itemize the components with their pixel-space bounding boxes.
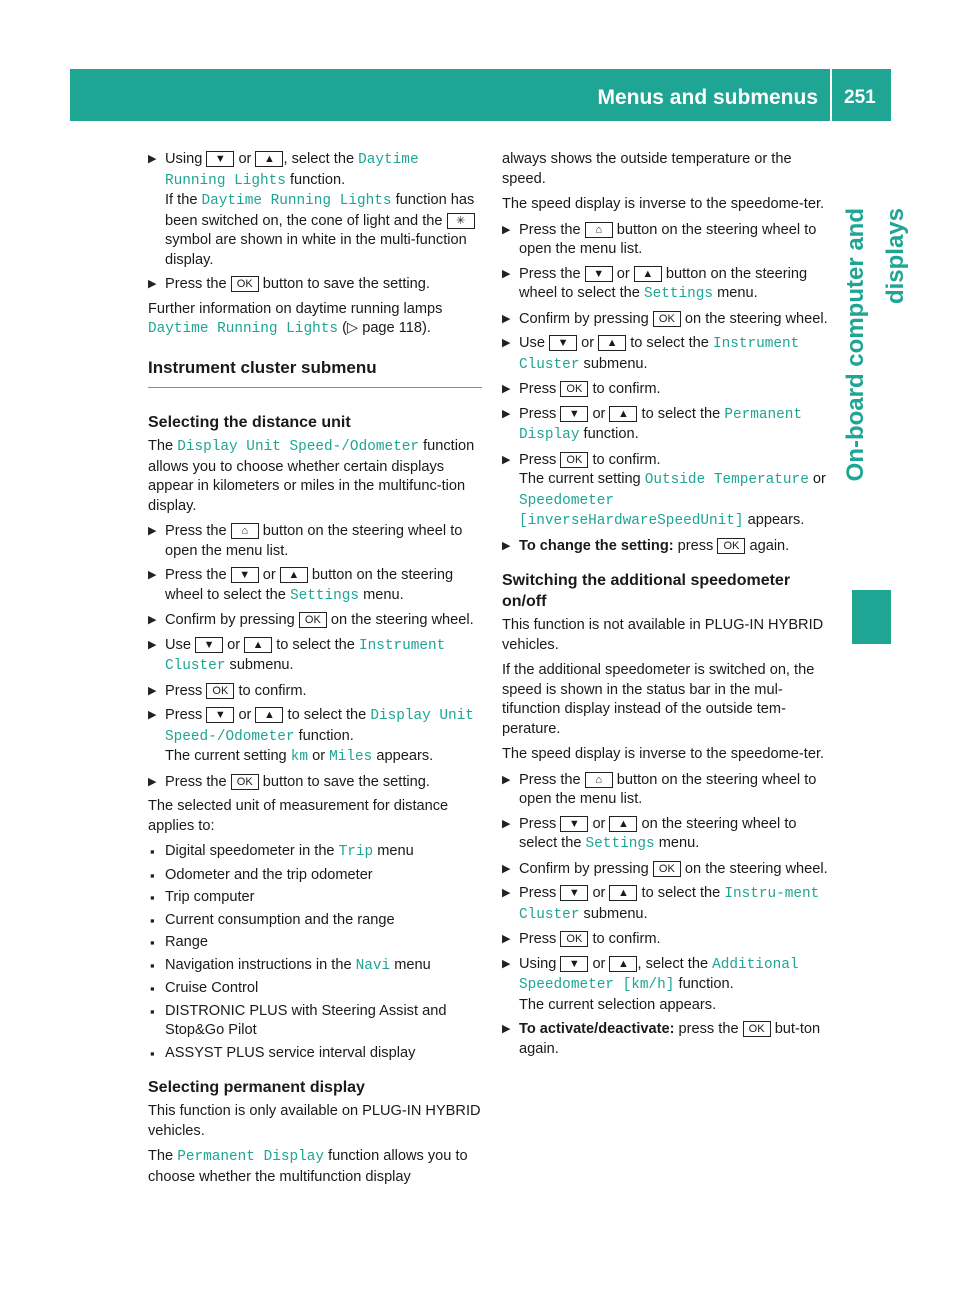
ok-key-icon: OK (206, 683, 234, 699)
step: ▶ To change the setting: press OK again. (502, 537, 836, 557)
step: ▶ Press OK to confirm. (502, 380, 836, 400)
down-key-icon: ▼ (560, 816, 588, 832)
ok-key-icon: OK (299, 612, 327, 628)
paragraph: Further information on daytime running lamps Daytime Running Lights (▷ page 118). (148, 300, 443, 337)
list-item: ▪ DISTRONIC PLUS with Steering Assist and Stop&Go Pilot (148, 1002, 482, 1041)
step: ▶ Press the ▼ or ▲ button on the steering wheel to select the Settings menu. (148, 566, 482, 606)
up-key-icon: ▲ (609, 406, 637, 422)
step: ▶ Press ▼ or ▲ to select the Display Unit Speed-/Odometer function. The current setting km or Miles appears. (148, 706, 482, 768)
list-item: ▪ Digital speedometer in the Trip menu (148, 842, 482, 863)
menu-term: Display Unit Speed-/Odometer (177, 439, 420, 455)
side-tab-block (852, 590, 891, 644)
menu-term: Daytime Running Lights (148, 321, 338, 337)
menu-term: Display Unit Speed-/Odometer (165, 708, 474, 745)
up-key-icon: ▲ (634, 266, 662, 282)
menu-term: Settings (289, 587, 360, 604)
menu-term: Outside Temperature (644, 472, 809, 488)
menu-term: Settings (643, 286, 714, 302)
down-key-icon: ▼ (585, 266, 613, 282)
down-key-icon: ▼ (560, 406, 588, 422)
menu-term: Trip (338, 844, 374, 860)
down-key-icon: ▼ (195, 637, 223, 653)
subsection-heading: Switching the additional speedometer on/off (502, 572, 791, 610)
list-item: ▪ Range (148, 933, 482, 953)
paragraph: The selected unit of measurement for distance applies to: (148, 798, 449, 834)
side-chapter-tab: On-board computer and displays (842, 208, 909, 482)
step: ▶ Press the ⌂ button on the steering wheel to open the menu list. (148, 522, 482, 561)
light-symbol-icon: ✳ (447, 213, 475, 229)
list-item: ▪ Navigation instructions in the Navi menu (148, 956, 482, 977)
paragraph: The speed display is inverse to the speedome-ter. (502, 746, 825, 762)
menu-term: Settings (585, 836, 655, 852)
step: ▶ Using ▼ or ▲ , select the Additional Speedometer [km/h] function. The current selection appears. (502, 955, 836, 1016)
home-key-icon: ⌂ (231, 523, 259, 539)
subsection-heading: Selecting the distance unit (148, 414, 351, 431)
step: ▶ Press the ⌂ button on the steering wheel to open the menu list. (502, 221, 836, 260)
menu-term: Instrument Cluster (519, 336, 800, 373)
page-section-title: Menus and submenus (597, 86, 818, 109)
ok-key-icon: OK (231, 774, 259, 790)
step: ▶ To activate/deactivate: press the OK but-ton again. (502, 1020, 836, 1059)
section-rule (148, 387, 482, 388)
ok-key-icon: OK (653, 311, 681, 327)
home-key-icon: ⌂ (585, 222, 613, 238)
ok-key-icon: OK (717, 538, 745, 554)
page-number: 251 (844, 87, 876, 108)
down-key-icon: ▼ (231, 567, 259, 583)
list-item: ▪ Odometer and the trip odometer (148, 866, 482, 886)
menu-term: Miles (329, 749, 373, 765)
ok-key-icon: OK (560, 452, 588, 468)
up-key-icon: ▲ (255, 707, 283, 723)
menu-term: Navi (355, 957, 391, 974)
paragraph: always shows the outside temperature or the speed. (502, 151, 792, 187)
down-key-icon: ▼ (206, 151, 234, 167)
ok-key-icon: OK (560, 381, 588, 397)
left-column (148, 150, 482, 1193)
down-key-icon: ▼ (206, 707, 234, 723)
step: ▶ Confirm by pressing OK on the steering wheel. (502, 310, 836, 330)
step: ▶ Confirm by pressing OK on the steering wheel. (148, 611, 482, 631)
menu-term: Instru-ment Cluster (519, 886, 820, 923)
step: ▶ Press ▼ or ▲ on the steering wheel to select the Settings menu. (502, 815, 836, 855)
list-item: ▪ ASSYST PLUS service interval display (148, 1044, 482, 1064)
paragraph: This function is only available on PLUG-IN HYBRID vehicles. (148, 1103, 481, 1139)
paragraph: The Permanent Display function allows you to choose whether the multifunction display (148, 1148, 468, 1185)
up-key-icon: ▲ (598, 335, 626, 351)
step: ▶ Use ▼ or ▲ to select the Instrument Cluster submenu. (502, 334, 836, 375)
up-key-icon: ▲ (244, 637, 272, 653)
up-key-icon: ▲ (255, 151, 283, 167)
step: ▶ Press the ⌂ button on the steering wheel to open the menu list. (502, 771, 836, 810)
up-key-icon: ▲ (280, 567, 308, 583)
step: ▶ Press the ▼ or ▲ button on the steering wheel to select the Settings menu. (502, 265, 836, 305)
paragraph: The Display Unit Speed-/Odometer function allows you to choose whether certain displays appear in kilometers or miles in the multifunc-tion display. (148, 438, 475, 514)
subsection-heading: Selecting permanent display (148, 1079, 365, 1096)
menu-term: Permanent Display (519, 406, 803, 443)
ok-key-icon: OK (743, 1021, 771, 1037)
menu-term: Speedometer [inverseHardwareSpeedUnit] (519, 492, 744, 529)
menu-term: Daytime Running Lights (165, 152, 419, 189)
down-key-icon: ▼ (549, 335, 577, 351)
step: ▶ Press the OK button to save the setting. (148, 773, 482, 793)
ok-key-icon: OK (653, 861, 681, 877)
menu-term: Daytime Running Lights (201, 193, 392, 209)
paragraph: If the additional speedometer is switched on, the speed is shown in the status bar in the mul-tifunction display instead of the outside tem-perature. (502, 662, 815, 737)
step: ▶ Use ▼ or ▲ to select the Instrument Cluster submenu. (148, 636, 482, 677)
step: ▶ Confirm by pressing OK on the steering wheel. (502, 860, 836, 880)
section-heading: Instrument cluster submenu (148, 357, 377, 377)
menu-term: Additional Speedometer [km/h] (519, 956, 799, 993)
home-key-icon: ⌂ (585, 772, 613, 788)
menu-term: Permanent Display (177, 1149, 325, 1165)
step: ▶ Press ▼ or ▲ to select the Permanent Display function. (502, 405, 836, 446)
step: ▶ Press OK to confirm. (148, 682, 482, 702)
down-key-icon: ▼ (560, 956, 588, 972)
step: ▶ Press the OK button to save the setting. (148, 275, 482, 295)
up-key-icon: ▲ (609, 956, 637, 972)
step: ▶ Press OK to confirm. The current setting Outside Temperature or Speedometer [inverseHardwareSpeedUnit] appears. (502, 451, 836, 532)
list-item: ▪ Trip computer (148, 888, 482, 908)
ok-key-icon: OK (560, 931, 588, 947)
menu-term: Instrument Cluster (165, 637, 446, 674)
ok-key-icon: OK (231, 276, 259, 292)
paragraph: The speed display is inverse to the speedome-ter. (502, 196, 825, 212)
list-item: ▪ Cruise Control (148, 979, 482, 999)
step: ▶ Press OK to confirm. (502, 930, 836, 950)
up-key-icon: ▲ (609, 816, 637, 832)
menu-term: km (290, 749, 309, 765)
down-key-icon: ▼ (560, 885, 588, 901)
header-divider (830, 69, 832, 121)
list-item: ▪ Current consumption and the range (148, 911, 482, 931)
step: ▶ Press ▼ or ▲ to select the Instru-ment Cluster submenu. (502, 884, 836, 925)
up-key-icon: ▲ (609, 885, 637, 901)
right-column (502, 150, 836, 1064)
paragraph: This function is not available in PLUG-IN HYBRID vehicles. (502, 617, 824, 653)
step: ▶ Using ▼ or ▲ , select the Daytime Running Lights function. If the Daytime Running Lights function has been switched on, the cone of light and the ✳ symbol are shown in white in the multi-function display. (148, 150, 482, 270)
